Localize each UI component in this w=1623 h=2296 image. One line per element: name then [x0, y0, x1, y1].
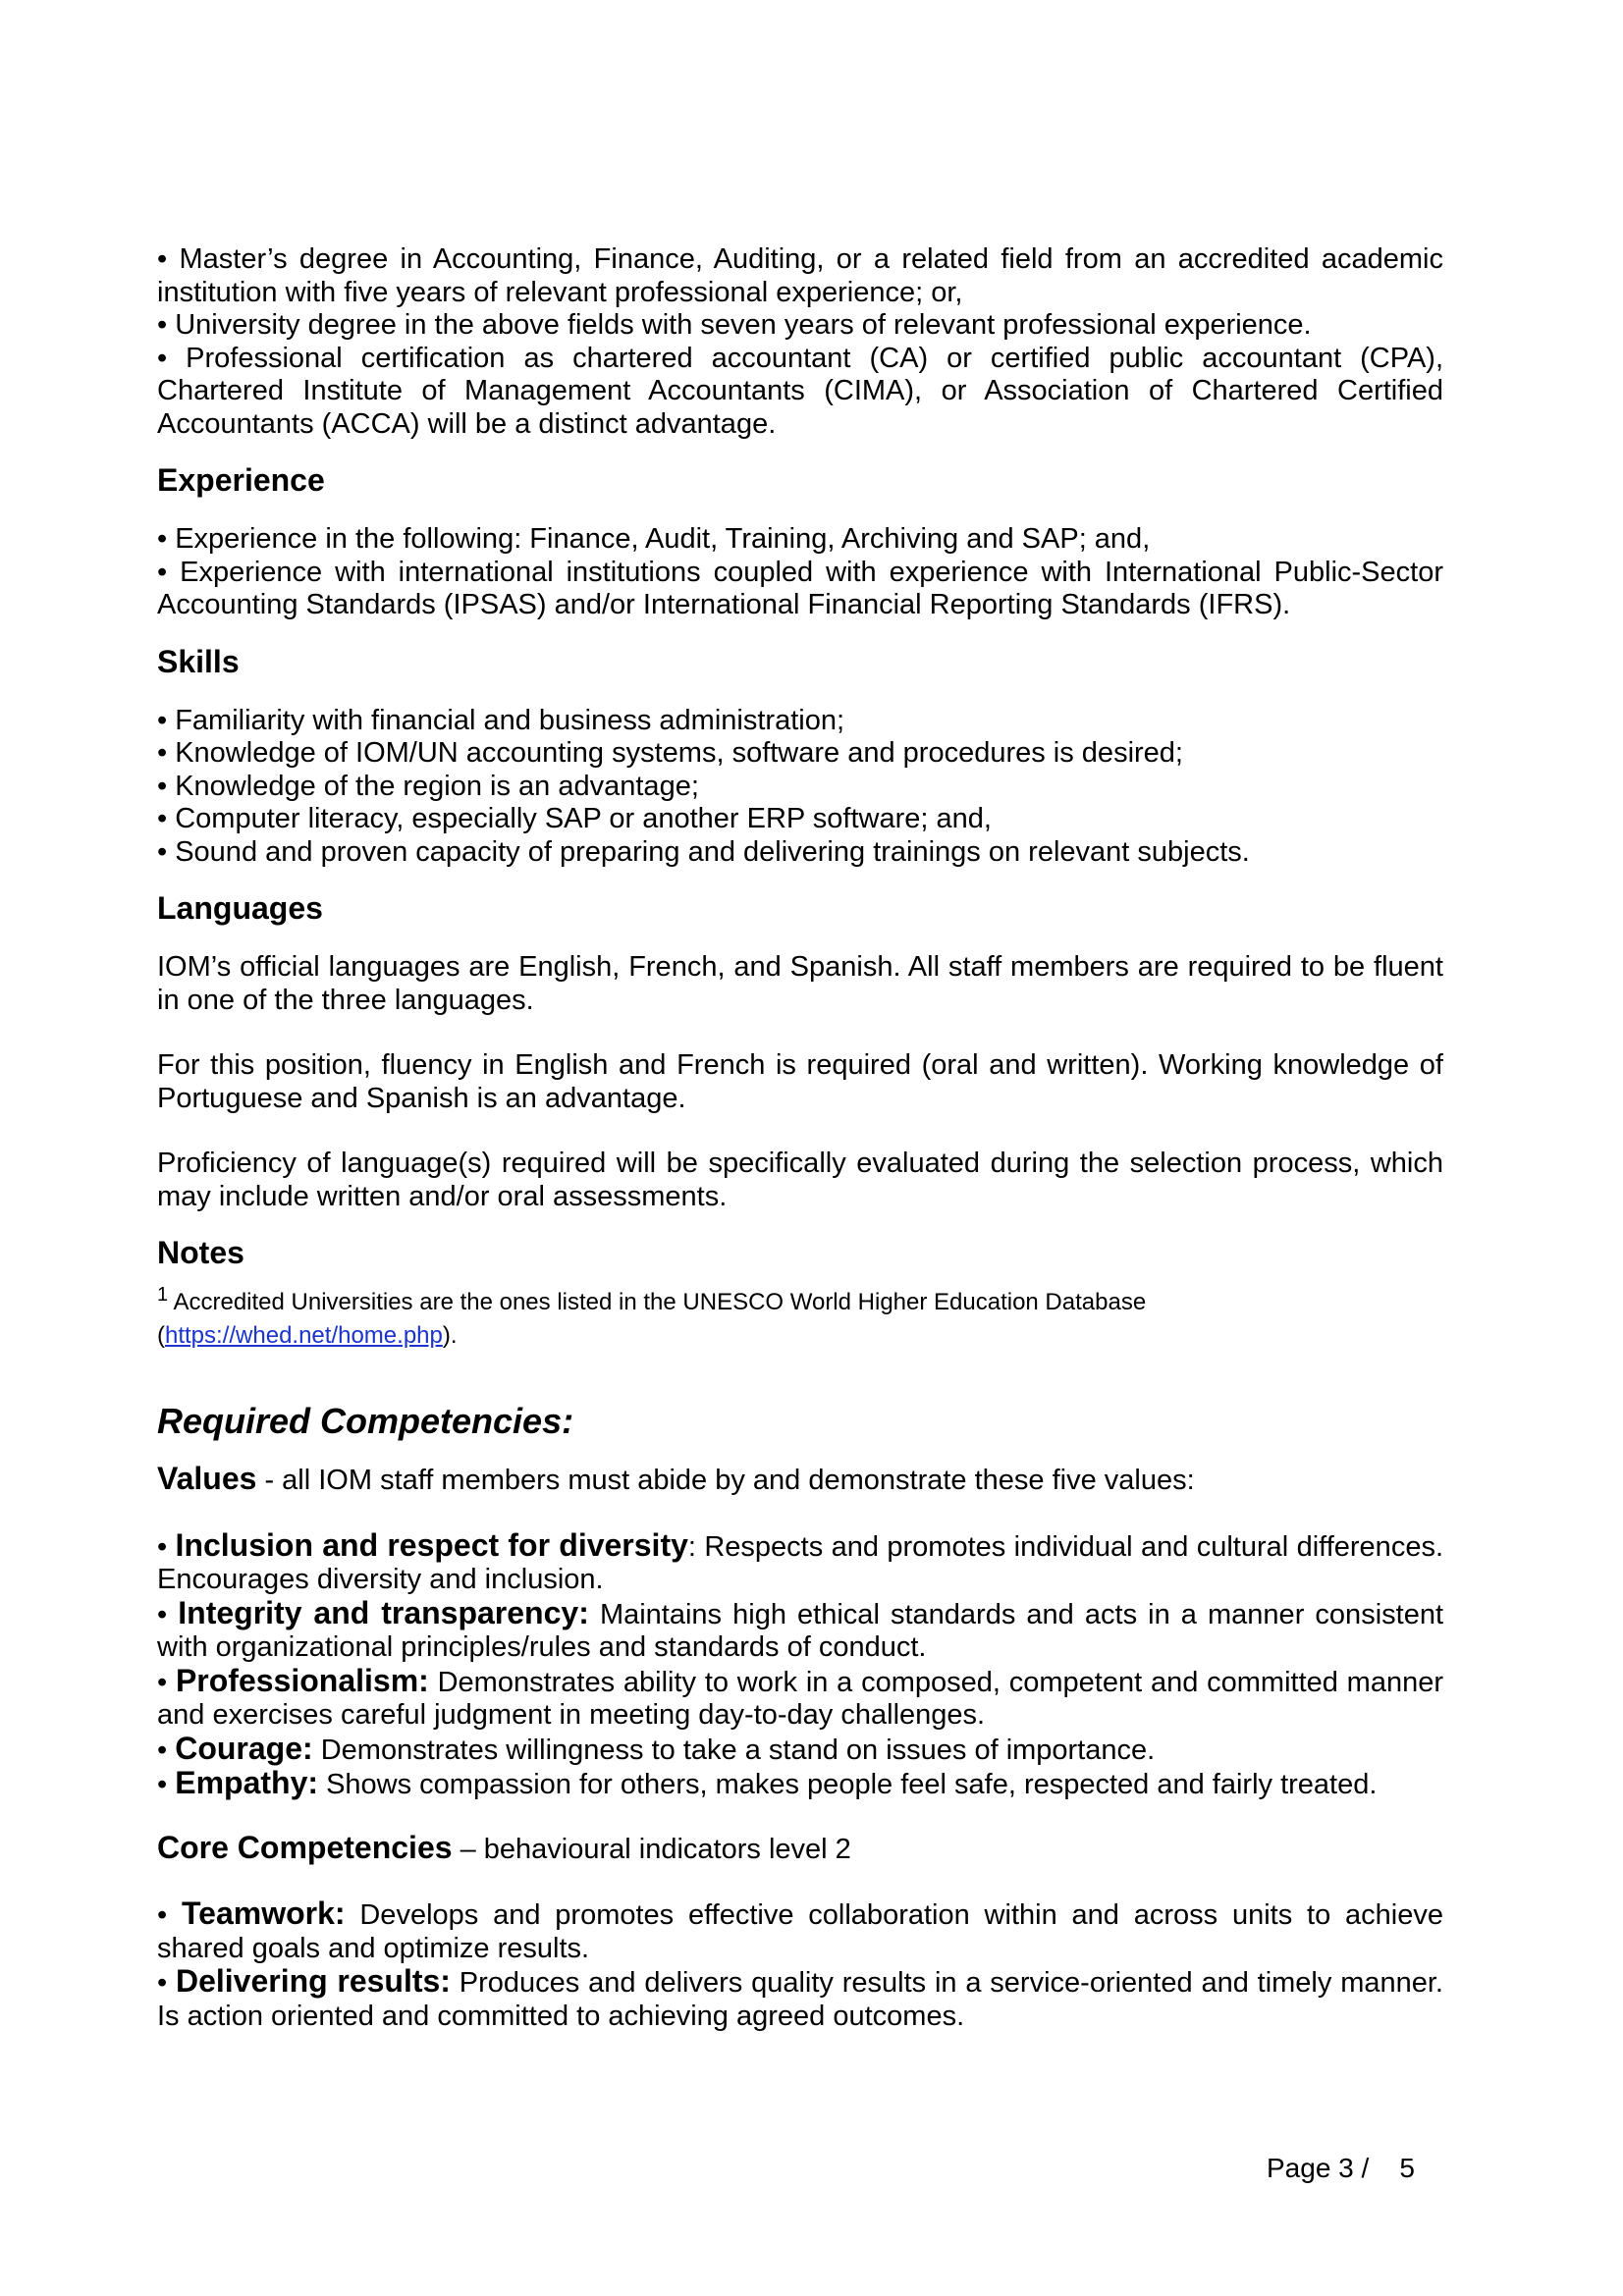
footnote-text: Accredited Universities are the ones listed in the UNESCO World Higher Education Database — [168, 1289, 1147, 1315]
core-description: Produces and delivers quality results in a service-oriented and timely manner. Is action oriented and committed to achieving agreed outcomes. — [157, 1967, 1443, 2032]
value-item — [157, 1526, 1443, 1597]
values-list — [157, 1526, 1444, 1802]
notes-section — [157, 1233, 1443, 1353]
paren-close: ). — [442, 1322, 458, 1349]
skills-heading: Skills — [157, 643, 240, 679]
value-item — [157, 1767, 1443, 1802]
value-description: Shows compassion for others, makes people feel safe, respected and fairly treated. — [318, 1769, 1378, 1800]
value-description: : Respects and promotes individual and cultural differences. Encourages diversity and inclusion. — [157, 1530, 1443, 1595]
bullet: • — [157, 1899, 182, 1931]
core-item — [157, 1965, 1443, 2033]
list-item: • Computer literacy, especially SAP or another ERP software; and, — [157, 803, 992, 834]
languages-heading: Languages — [157, 890, 323, 926]
bullet: • — [157, 1530, 176, 1563]
experience-bullet: • Experience in the following: Finance, Audit, Training, Archiving and SAP; and, — [157, 523, 1151, 555]
value-description: Demonstrates ability to work in a composed, competent and committed manner and exercises careful judgment in meeting day-to-day challenges. — [157, 1666, 1444, 1731]
footnote-link-line — [157, 1319, 1443, 1353]
footnote — [157, 1286, 1443, 1319]
value-term: Inclusion and respect for diversity — [175, 1526, 688, 1563]
value-item — [157, 1594, 1444, 1665]
document-body — [157, 243, 1443, 2033]
values-label: Values — [157, 1461, 257, 1496]
core-label: Core Competencies — [157, 1829, 453, 1865]
languages-paragraph: For this position, fluency in English and French is required (oral and written). Working knowledge of Portuguese and Spanish is an advantage. — [157, 1049, 1443, 1114]
value-term: Integrity and transparency: — [178, 1594, 589, 1630]
value-term: Courage: — [175, 1730, 313, 1766]
list-item: • Knowledge of IOM/UN accounting systems, software and procedures is desired; — [157, 737, 1183, 769]
competencies-heading: Required Competencies: — [157, 1401, 574, 1441]
values-intro — [157, 1463, 1443, 1498]
competencies-section — [157, 1400, 1443, 2033]
languages-paragraph: Proficiency of language(s) required will be specifically evaluated during the selection process, which may include written and/or oral assessments. — [157, 1148, 1443, 1212]
list-item: • Knowledge of the region is an advantage; — [157, 770, 699, 802]
education-bullet: • University degree in the above fields with seven years of relevant professional experience. — [157, 309, 1312, 341]
education-bullet: • Professional certification as chartered accountant (CA) or certified public accountant (CPA), Chartered Institute of Management Accountants (CIMA), or Association of Chartered Certified Accountants (ACCA) will be a distinct advantage. — [157, 342, 1443, 440]
core-intro-text: – behavioural indicators level 2 — [452, 1833, 851, 1865]
bullet: • — [157, 1769, 176, 1800]
paren-open: ( — [157, 1322, 165, 1349]
footnote-marker: 1 — [157, 1284, 169, 1306]
value-term: Empathy: — [175, 1765, 319, 1800]
education-bullet: • Master’s degree in Accounting, Finance, Auditing, or a related field from an accredited academic institution with five years of relevant professional experience; or, — [157, 243, 1443, 308]
value-description: Demonstrates willingness to take a stand on issues of importance. — [312, 1734, 1156, 1766]
core-item — [157, 1897, 1443, 1965]
core-description: Develops and promotes effective collaboration within and across units to achieve shared goals and optimize results. — [157, 1899, 1443, 1964]
list-item: • Sound and proven capacity of preparing and delivering trainings on relevant subjects. — [157, 835, 1250, 868]
languages-paragraph: IOM’s official languages are English, French, and Spanish. All staff members are required to be fluent in one of the three languages. — [157, 951, 1443, 1016]
whed-link[interactable]: https://whed.net/home.php — [165, 1322, 443, 1349]
experience-bullet: • Experience with international institutions coupled with experience with International Public-Sector Accounting Standards (IPSAS) and/or International Financial Reporting Standards (IFRS). — [157, 556, 1443, 620]
value-description: Maintains high ethical standards and acts in a manner consistent with organizational principles/rules and standards of conduct. — [157, 1598, 1444, 1663]
value-term: Professionalism: — [175, 1662, 429, 1698]
languages-section — [157, 888, 1443, 1213]
experience-heading: Experience — [157, 462, 325, 498]
core-term: Teamwork: — [181, 1896, 346, 1931]
bullet: • — [157, 1967, 176, 1999]
skills-list — [157, 705, 1443, 870]
list-item: • Familiarity with financial and business administration; — [157, 704, 845, 736]
experience-section — [157, 460, 1443, 622]
values-intro-text: - all IOM staff members must abide by and demonstrate these five values: — [256, 1465, 1195, 1496]
notes-heading: Notes — [157, 1235, 244, 1270]
core-list — [157, 1897, 1443, 2033]
education-section — [157, 243, 1443, 441]
core-term: Delivering results: — [175, 1963, 451, 1999]
core-intro — [157, 1829, 1443, 1867]
bullet: • — [157, 1734, 176, 1766]
skills-section — [157, 642, 1443, 870]
bullet: • — [157, 1666, 176, 1698]
value-item — [157, 1730, 1443, 1768]
bullet: • — [157, 1598, 179, 1630]
page-number: Page 3 / 5 — [1267, 2153, 1415, 2183]
value-item — [157, 1662, 1444, 1733]
